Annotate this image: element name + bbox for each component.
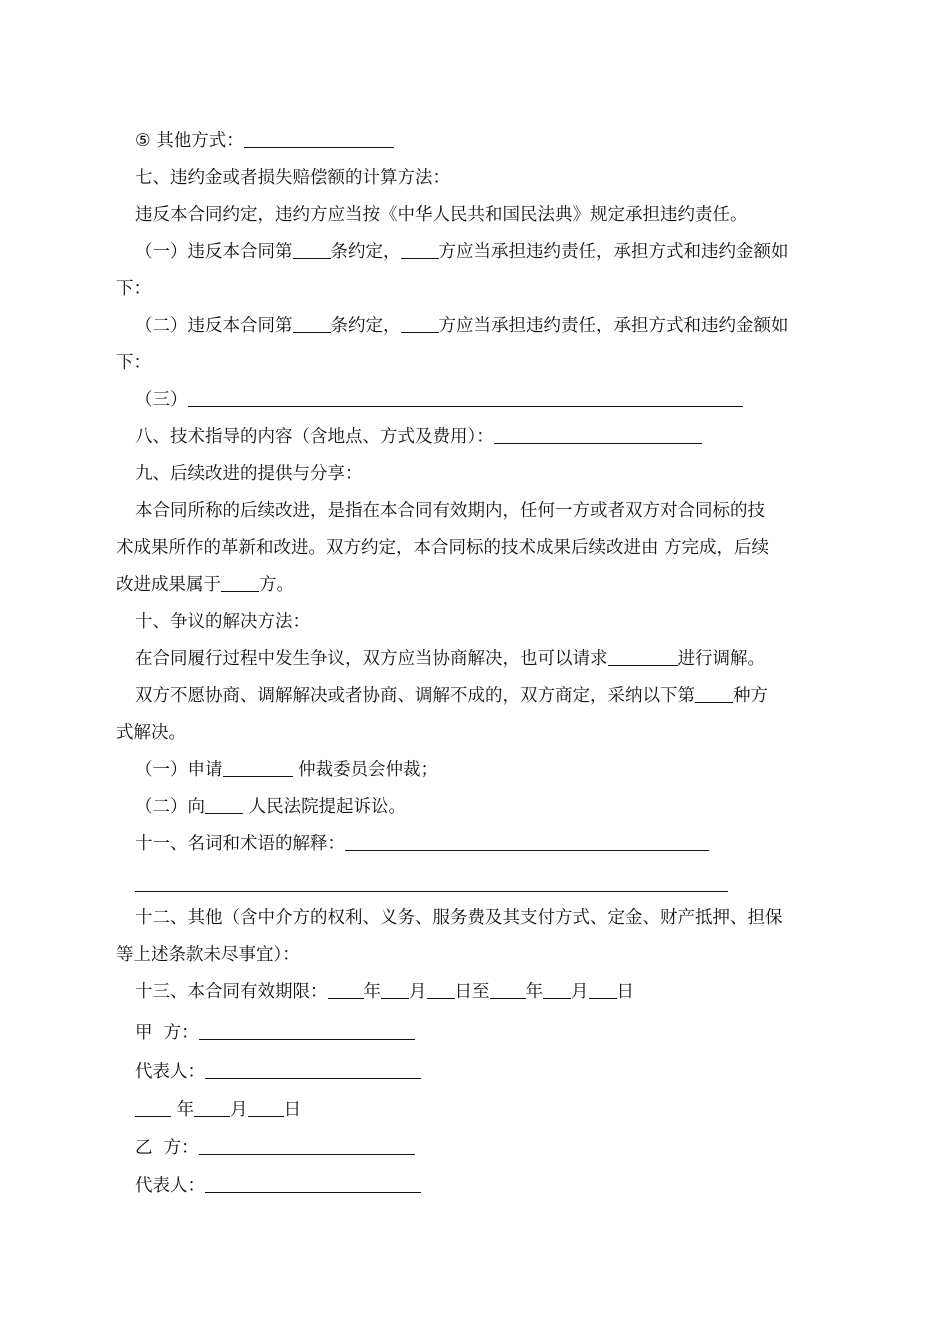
party-a-representative-line — [135, 1061, 865, 1083]
text-span: 代表人： — [135, 1062, 205, 1082]
blank-field — [695, 686, 733, 703]
paragraph-line: 违反本合同约定，违约方应当按《中华人民共和国民法典》规定承担违约责任。 — [135, 205, 748, 225]
text-span: 改进成果属于 — [116, 575, 221, 595]
section-9-heading: 九、后续改进的提供与分享： — [135, 464, 363, 484]
blank-field — [345, 834, 709, 851]
text-span: 条约定， — [330, 316, 401, 336]
blank-field — [194, 1100, 230, 1117]
blank-field — [205, 1062, 421, 1079]
text-span: 方。 — [259, 575, 294, 595]
text-span: （一）违反本合同第 — [135, 242, 293, 262]
text-span: 日 — [616, 982, 634, 1002]
text-span: 种方 — [733, 686, 768, 706]
blank-field — [293, 316, 331, 333]
text-span: 月 — [409, 982, 427, 1002]
text-span: 方应当承担违约责任，承担方式和违约金额如 — [438, 316, 789, 336]
party-b-line — [135, 1137, 865, 1159]
arbitration-option — [135, 759, 865, 781]
party-a-date-line — [135, 1099, 865, 1121]
text-span: 年 — [363, 982, 381, 1002]
blank-field — [427, 982, 455, 999]
blank-field — [401, 316, 439, 333]
blank-field — [401, 242, 439, 259]
text-span: 人民法院提起诉讼。 — [243, 797, 407, 817]
paragraph-line: 下： — [116, 279, 151, 299]
blank-field — [244, 131, 394, 148]
litigation-option — [135, 796, 865, 818]
paragraph-line: 术成果所作的革新和改进。双方约定，本合同标的技术成果后续改进由 方完成，后续 — [116, 538, 770, 558]
clause-7-1-line — [135, 241, 865, 263]
paragraph-line — [135, 648, 865, 670]
section-7-heading: 七、违约金或者损失赔偿额的计算方法： — [135, 168, 450, 188]
blank-field — [543, 982, 571, 999]
text-span: 在合同履行过程中发生争议，双方应当协商解决，也可以请求 — [135, 649, 608, 669]
blank-field — [199, 1138, 415, 1155]
text-span: 十一、名词和术语的解释： — [135, 834, 345, 854]
paragraph-line: 式解决。 — [116, 723, 186, 743]
text-span: 方应当承担违约责任，承担方式和违约金额如 — [438, 242, 789, 262]
paragraph-line — [116, 574, 846, 596]
text-span: （一）申请 — [135, 760, 223, 780]
blank-field — [221, 575, 259, 592]
text-span: 条约定， — [330, 242, 401, 262]
clause-7-2-line — [135, 315, 865, 337]
text-span: 月 — [571, 982, 589, 1002]
party-b-representative-line — [135, 1175, 865, 1197]
blank-field — [293, 242, 331, 259]
blank-rule — [135, 891, 728, 892]
blank-field — [494, 427, 702, 444]
paragraph-line: 等上述条款未尽事宜）： — [116, 945, 300, 965]
text-span: 年 — [171, 1100, 195, 1120]
blank-field — [589, 982, 617, 999]
blank-field — [135, 1100, 171, 1117]
blank-field — [205, 1176, 421, 1193]
blank-field — [199, 1023, 415, 1040]
text-span: 乙 方： — [135, 1138, 199, 1158]
section-13-validity — [135, 981, 865, 1003]
text-span: 日至 — [454, 982, 490, 1002]
text-span: （二）违反本合同第 — [135, 316, 293, 336]
text-span: （二）向 — [135, 797, 205, 817]
text-span: 月 — [230, 1100, 248, 1120]
blank-field — [223, 760, 293, 777]
other-method-line — [135, 130, 865, 152]
text-span: 双方不愿协商、调解解决或者协商、调解不成的，双方商定，采纳以下第 — [135, 686, 695, 706]
paragraph-line: 下： — [116, 353, 151, 373]
section-12-heading: 十二、其他（含中介方的权利、义务、服务费及其支付方式、定金、财产抵押、担保 — [135, 908, 783, 928]
clause-7-3-line — [135, 389, 865, 411]
section-8-heading — [135, 426, 865, 448]
section-11-heading — [135, 833, 865, 855]
text-span: 甲 方： — [135, 1023, 199, 1043]
blank-field — [381, 982, 409, 999]
blank-field — [205, 797, 243, 814]
text-span: 年 — [525, 982, 543, 1002]
blank-field — [188, 390, 743, 407]
party-a-line — [135, 1022, 865, 1044]
paragraph-line — [135, 685, 865, 707]
blank-field — [490, 982, 526, 999]
blank-field — [608, 649, 678, 666]
section-10-heading: 十、争议的解决方法： — [135, 612, 310, 632]
other-method-label: ⑤ 其他方式： — [135, 131, 244, 151]
text-span: 进行调解。 — [677, 649, 765, 669]
text-span: 代表人： — [135, 1176, 205, 1196]
paragraph-line: 本合同所称的后续改进，是指在本合同有效期内，任何一方或者双方对合同标的技 — [135, 501, 765, 521]
text-span: 八、技术指导的内容（含地点、方式及费用）： — [135, 427, 494, 447]
text-span: 日 — [283, 1100, 302, 1120]
blank-field — [328, 982, 364, 999]
text-span: 仲裁委员会仲裁； — [292, 760, 439, 780]
blank-field — [248, 1100, 284, 1117]
text-span: （三） — [135, 390, 188, 410]
text-span: 十三、本合同有效期限： — [135, 982, 328, 1002]
